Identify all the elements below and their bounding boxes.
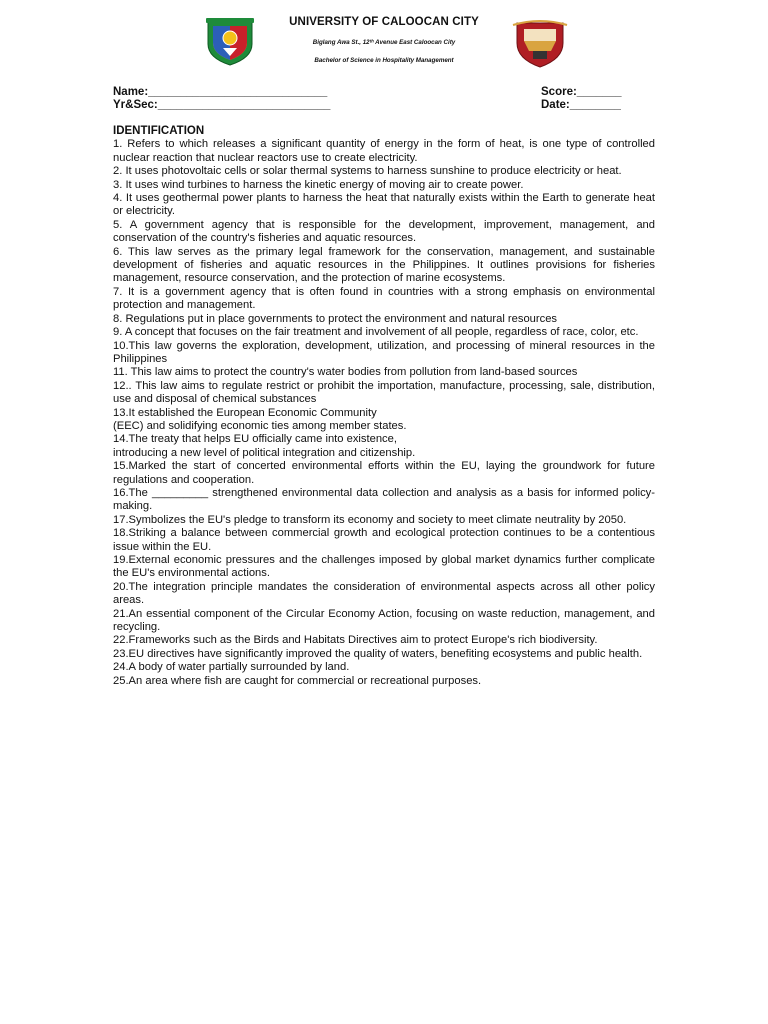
identification-item: 12.. This law aims to regulate restrict or prohibit the importation, manufacture, processing, sale, distribution, use and disposal of chemical substances <box>113 379 655 406</box>
identification-item: 18.Striking a balance between commercial growth and ecological protection continues to be a contentious issue within the EU. <box>113 527 655 553</box>
identification-item: 19.External economic pressures and the challenges imposed by global market dynamics further complicate the EU's environmental actions. <box>113 554 655 580</box>
identification-item: introducing a new level of political integration and citizenship. <box>113 446 416 459</box>
identification-item: 22.Frameworks such as the Birds and Habitats Directives aim to protect Europe's rich biodiversity. <box>113 634 598 647</box>
identification-item: 5. A government agency that is responsible for the development, improvement, management, and conservation of the country's fisheries and aquatic resources. <box>113 218 655 245</box>
identification-item: 7. It is a government agency that is often found in countries with a strong emphasis on environmental protection and management. <box>113 285 655 312</box>
identification-item: 6. This law serves as the primary legal framework for the conservation, management, and sustainable development of fisheries and aquatic resources in the Philippines. It outlines provisions for fisheries management, resource conservation, and the protection of marine ecosystems. <box>113 245 655 285</box>
year-section-field[interactable]: Yr&Sec:___________________________ <box>113 99 331 111</box>
identification-item: 23.EU directives have significantly improved the quality of waters, benefiting ecosystems and public health. <box>113 647 643 660</box>
identification-item: 4. It uses geothermal power plants to harness the heat that naturally exists within the Earth to generate heat or electricity. <box>113 192 655 218</box>
identification-item: 13.It established the European Economic Community <box>113 406 377 419</box>
identification-item: 20.The integration principle mandates the consideration of environmental aspects across all other policy areas. <box>113 580 655 607</box>
identification-item: 16.The _________ strengthened environmental data collection and analysis as a basis for informed policy-making. <box>113 486 655 513</box>
identification-item: 15.Marked the start of concerted environmental efforts within the EU, laying the groundwork for future regulations and cooperation. <box>113 460 655 486</box>
college-crest-logo <box>511 17 569 69</box>
document-header <box>258 16 510 64</box>
identification-section <box>113 125 655 688</box>
identification-item: (EEC) and solidifying economic ties among member states. <box>113 419 407 432</box>
identification-item: 1. Refers to which releases a significant quantity of energy in the form of heat, is one type of controlled nuclear reaction that nuclear reactors use to create electricity. <box>113 138 655 164</box>
section-title: IDENTIFICATION <box>113 125 205 137</box>
identification-item: 8. Regulations put in place governments to protect the environment and natural resources <box>113 312 558 325</box>
question-list <box>113 138 655 688</box>
identification-item: 9. A concept that focuses on the fair treatment and involvement of all people, regardless of race, color, etc. <box>113 326 639 339</box>
university-address: Biglang Awa St., 12ᵗʰ Avenue East Caloocan City <box>312 39 456 46</box>
identification-item: 11. This law aims to protect the country's water bodies from pollution from land-based sources <box>113 366 578 379</box>
date-field[interactable]: Date:________ <box>541 99 621 111</box>
identification-item: 25.An area where fish are caught for commercial or recreational purposes. <box>113 674 482 687</box>
name-field[interactable]: Name:____________________________ <box>113 86 328 98</box>
university-seal-logo <box>203 16 257 66</box>
identification-item: 2. It uses photovoltaic cells or solar thermal systems to harness sunshine to produce electricity or heat. <box>113 165 622 178</box>
identification-item: 21.An essential component of the Circular Economy Action, focusing on waste reduction, management, and recycling. <box>113 607 655 634</box>
identification-item: 17.Symbolizes the EU's pledge to transform its economy and society to meet climate neutrality by 2050. <box>113 513 627 526</box>
program-name: Bachelor of Science in Hospitality Management <box>314 57 454 64</box>
identification-item: 3. It uses wind turbines to harness the kinetic energy of moving air to create power. <box>113 178 524 191</box>
university-name: UNIVERSITY OF CALOOCAN CITY <box>289 16 479 28</box>
identification-item: 14.The treaty that helps EU officially came into existence, <box>113 433 397 446</box>
identification-item: 10.This law governs the exploration, development, utilization, and processing of mineral resources in the Philippines <box>113 339 655 365</box>
score-field[interactable]: Score:_______ <box>541 86 622 98</box>
identification-item: 24.A body of water partially surrounded by land. <box>113 661 350 674</box>
